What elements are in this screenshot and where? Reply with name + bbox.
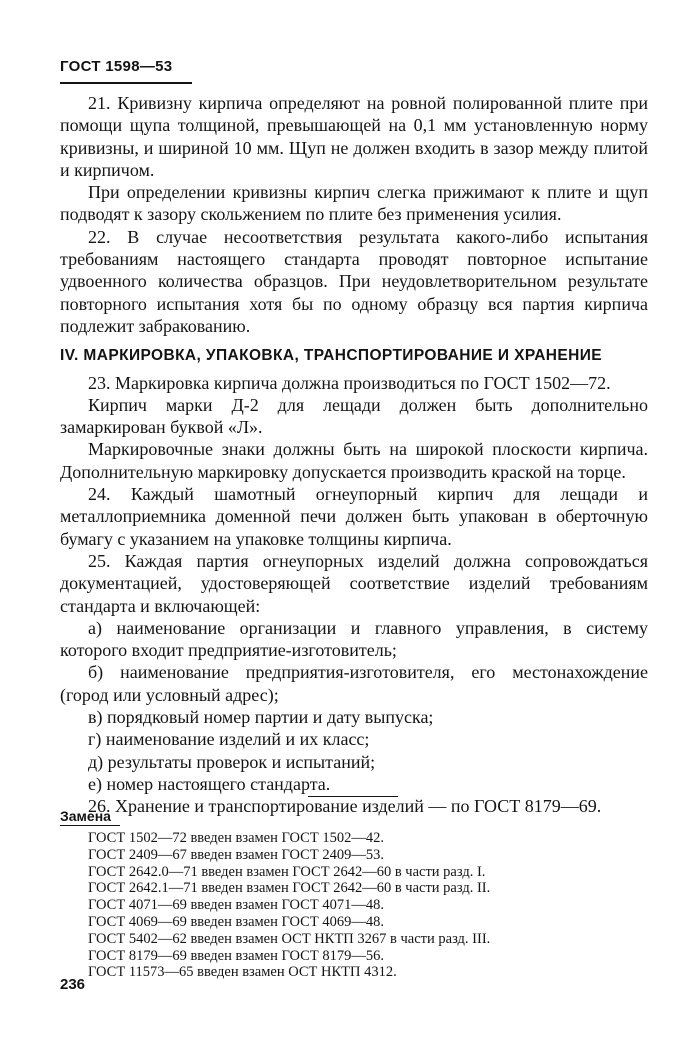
list-item-a: а) наименование организации и главного управления, в систему которого входит предприятие-изготовитель; <box>60 617 648 661</box>
footnote-item: ГОСТ 2642.1—71 введен взамен ГОСТ 2642—60 в части разд. II. <box>88 880 491 897</box>
footnote-item: ГОСТ 1502—72 введен взамен ГОСТ 1502—42. <box>88 830 384 846</box>
footnote-item: ГОСТ 2642.0—71 введен взамен ГОСТ 2642—60 в части разд. I. <box>88 863 486 880</box>
paragraph-22: 22. В случае несоответствия результата какого-либо испытания требованиям настоящего стандарта проводят повторное испытание удвоенного количества образцов. При неудовлетворительном результате повторного испытания хотя бы по одному образцу вся партия кирпича подлежит забракованию. <box>60 226 648 336</box>
section-title: IV. МАРКИРОВКА, УПАКОВКА, ТРАНСПОРТИРОВАНИЕ И ХРАНЕНИЕ <box>60 347 602 365</box>
paragraph-23: 23. Маркировка кирпича должна производиться по ГОСТ 1502—72. <box>88 372 611 393</box>
footnote-label: Замена <box>60 808 111 824</box>
footnote-divider <box>60 825 120 826</box>
paragraph-26: 26. Хранение и транспортирование изделий — по ГОСТ 8179—69. <box>88 796 602 817</box>
page-header: ГОСТ 1598—53 <box>60 58 173 75</box>
paragraph-24: 24. Каждый шамотный огнеупорный кирпич для лещади и металлоприемника доменной печи должен быть упакован в оберточную бумагу с указанием на упаковке толщины кирпича. <box>60 484 648 549</box>
list-item-e: е) номер настоящего стандарта. <box>88 773 331 794</box>
paragraph-21: 21. Кривизну кирпича определяют на ровной полированной плите при помощи щупа толщиной, превышающей на 0,1 мм установленную норму кривизны, и шириной 10 мм. Щуп не должен входить в зазор между плитой и кирпичом. <box>60 93 648 180</box>
document-body <box>60 92 648 818</box>
list-item-v: в) порядковый номер партии и дату выпуска; <box>88 707 434 728</box>
list-item-g: г) наименование изделий и их класс; <box>88 729 370 750</box>
paragraph-25: 25. Каждая партия огнеупорных изделий должна сопровождаться документацией, удостоверяющей соответствие изделий требованиям стандарта и включающей: <box>60 550 648 616</box>
paragraph-21-continued: При определении кривизны кирпич слегка прижимают к плите и щуп подводят к зазору скольжением по плите без применения усилия. <box>60 182 648 225</box>
list-item-d: д) результаты проверок и испытаний; <box>88 751 376 772</box>
footnote-list <box>88 830 490 981</box>
footnote-item: ГОСТ 4071—69 введен взамен ГОСТ 4071—48. <box>88 897 384 914</box>
footnote-item: ГОСТ 8179—69 введен взамен ГОСТ 8179—56. <box>88 947 384 964</box>
footnote-item: ГОСТ 11573—65 введен взамен ОСТ НКТП 4312. <box>88 964 397 981</box>
paragraph-23-marking-l: Кирпич марки Д-2 для лещади должен быть дополнительно замаркирован буквой «Л». <box>60 394 648 438</box>
center-divider <box>308 796 398 797</box>
list-item-b: б) наименование предприятия-изготовителя, его местонахождение (город или условный адрес); <box>60 662 648 705</box>
page-number: 236 <box>60 976 86 993</box>
document-page <box>60 0 648 1060</box>
header-divider <box>60 82 192 84</box>
footnote-item: ГОСТ 2409—67 введен взамен ГОСТ 2409—53. <box>88 846 384 863</box>
footnote-item: ГОСТ 4069—69 введен взамен ГОСТ 4069—48. <box>88 913 384 930</box>
paragraph-23-marking-signs: Маркировочные знаки должны быть на широкой плоскости кирпича. Дополнительную маркировку допускается производить краской на торце. <box>60 439 648 482</box>
footnote-item: ГОСТ 5402—62 введен взамен ОСТ НКТП 3267 в части разд. III. <box>88 930 491 947</box>
